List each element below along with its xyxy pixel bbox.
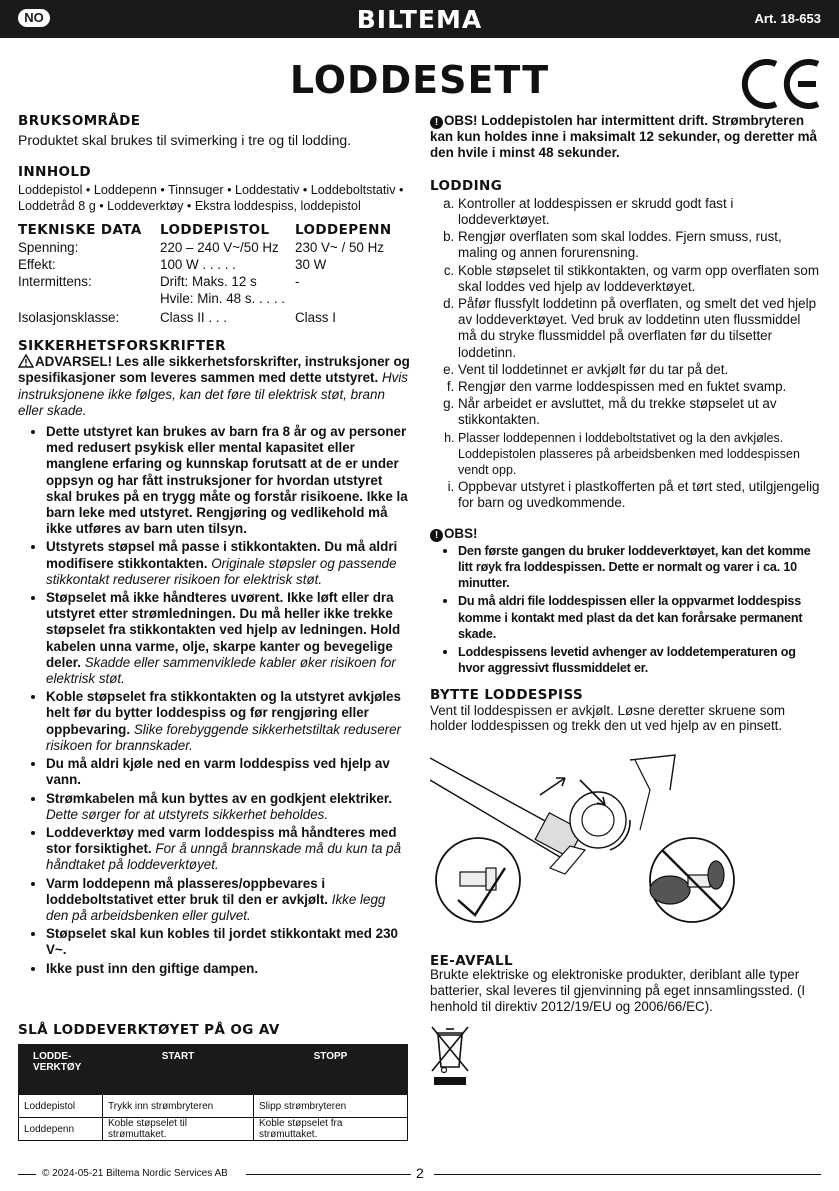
- list-item: e. Vent til loddetinnet er avkjølt før du tar på det.: [458, 362, 822, 378]
- safety-warning: [18, 354, 410, 419]
- onoff-table: [18, 1044, 408, 1141]
- table-row: [18, 290, 410, 307]
- obs-list: [430, 542, 822, 677]
- footer-divider: [434, 1174, 821, 1175]
- contents-text: Loddepistol • Loddepenn • Tinnsuger • Loddestativ • Loddeboltstativ • Loddetråd 8 g • Loddeverktøy • Ekstra loddespiss, loddepistol: [18, 182, 404, 213]
- soldering-heading: LODDING: [430, 177, 503, 194]
- list-item: • Du må aldri file loddespissen eller la oppvarmet loddespiss komme i kontakt med plast da det kan forårsake permanent skade.: [458, 592, 822, 642]
- table-row: [19, 1095, 408, 1118]
- list-item: [46, 960, 410, 977]
- list-item: b. Rengjør overflaten som skal loddes. Fjern smuss, rust, maling og annen forurensning.: [458, 229, 822, 261]
- crossed-out-bin-icon: [430, 1025, 470, 1087]
- list-item: i. Oppbevar utstyret i plastkofferten på et tørt sted, utilgjengelig for barn og uvedkommende.: [458, 479, 822, 511]
- table-row: [18, 239, 410, 256]
- safety-item-bold: Du må aldri kjøle ned en varm loddespiss ved hjelp av vann.: [46, 756, 390, 788]
- page-title: LODDESETT: [289, 58, 550, 102]
- safety-item-bold: Strømkabelen må kun byttes av en godkjent elektriker.: [46, 790, 393, 806]
- list-item: [46, 824, 410, 874]
- list-item: [46, 423, 410, 537]
- table-cell: Koble støpselet fra strømuttaket.: [254, 1118, 408, 1141]
- onoff-heading: SLÅ LODDEVERKTØYET PÅ OG AV: [18, 1022, 280, 1038]
- specs-header: TEKNISKE DATA: [18, 222, 142, 239]
- table-cell: Koble støpselet til strømuttaket.: [103, 1118, 254, 1141]
- weee-heading: EE-AVFALL: [430, 953, 513, 969]
- table-row: [18, 307, 410, 326]
- table-cell: Loddepistol: [19, 1095, 103, 1118]
- table-row: [18, 273, 410, 290]
- table-row: [19, 1118, 408, 1141]
- safety-item-bold: Varm loddepenn må plasseres/oppbevares i loddeboltstativet etter bruk til den er avkjølt.: [46, 875, 329, 907]
- spec-label: Spenning:: [18, 240, 79, 256]
- safety-item-bold: Ikke pust inn den giftige dampen.: [46, 960, 259, 976]
- article-number: Art. 18-653: [754, 11, 821, 26]
- specs-table: [18, 222, 410, 326]
- spec-value: 100 W . . . . .: [160, 257, 236, 273]
- warning-triangle-icon: [18, 354, 34, 368]
- safety-item-bold: Koble støpselet fra stikkontakten og la utstyret avkjøles helt før du bytter loddespiss og før rengjøring eller oppbevaring.: [46, 689, 401, 737]
- soldering-steps: [430, 196, 822, 512]
- ce-mark-icon: [740, 58, 824, 110]
- spec-label: [18, 290, 160, 307]
- left-column: [18, 113, 410, 978]
- safety-item-bold: Støpselet må ikke håndteres uvørent. Ikke løft eller dra utstyret etter strømledningen. Du må heller ikke trekke støpselet fra stikkontakten ved hjelp av ledningen. Hold kabelen unna varme, olje, skarpe kanter og bevegelige deler.: [46, 590, 401, 670]
- list-item: [46, 925, 410, 958]
- footer-divider: [18, 1174, 36, 1175]
- spec-value: 30 W: [295, 257, 327, 273]
- spec-value: 220 – 240 V~/50 Hz: [160, 240, 279, 256]
- onoff-header: LODDE- VERKTØY: [19, 1045, 103, 1095]
- list-item: [46, 875, 410, 925]
- list-item: [46, 790, 410, 823]
- safety-item-bold: Utstyrets støpsel må passe i stikkontakten. Du må aldri modifisere stikkontakten.: [46, 539, 398, 571]
- safety-item-italic: For å unngå brannskade må du kun ta på håndtaket på loddeverktøyet.: [46, 841, 402, 873]
- list-item: a. Kontroller at loddespissen er skrudd godt fast i loddeverktøyet.: [458, 196, 822, 228]
- list-item: h. Plasser loddepennen i loddeboltstativet og la den avkjøles. Loddepistolen plasseres på arbeidsbenken med loddespissen vendt opp.: [458, 430, 822, 479]
- tip-change-illustration-icon: [430, 750, 822, 940]
- safety-item-italic: Slike forebyggende sikkerhetstiltak reduserer risikoen for brannskader.: [46, 721, 402, 753]
- list-item: • Den første gangen du bruker loddeverktøyet, kan det komme litt røyk fra loddespissen. Dette er normalt og varer i ca. 10 minutter.: [458, 542, 822, 592]
- list-item: [46, 755, 410, 788]
- list-item: f. Rengjør den varme loddespissen med en fuktet svamp.: [458, 379, 822, 395]
- list-item: • Loddespissens levetid avhenger av loddetemperaturen og hvor aggressivt flussmiddelet er.: [458, 643, 822, 676]
- spec-label: Isolasjonsklasse:: [18, 310, 120, 326]
- tipchange-heading: BYTTE LODDESPISS: [430, 686, 584, 703]
- obs-notice: [430, 113, 822, 162]
- safety-list: [18, 423, 410, 977]
- copyright: © 2024-05-21 Biltema Nordic Services AB: [42, 1168, 228, 1179]
- obs-notice-text: OBS! Loddepistolen har intermittent drift. Strømbryteren kan kun holdes inne i maksimalt 12 sekunder, og deretter må den hvile i minst 48 sekunder.: [430, 113, 817, 161]
- safety-item-bold: Støpselet skal kun kobles til jordet stikkontakt med 230 V~.: [46, 926, 398, 958]
- page-number: 2: [416, 1165, 424, 1181]
- spec-value: [295, 290, 410, 307]
- usage-text: Produktet skal brukes til svimerking i tre og til lodding.: [18, 132, 352, 149]
- usage-heading: BRUKSOMRÅDE: [18, 113, 141, 129]
- list-item: g. Når arbeidet er avsluttet, må du trekke støpselet ut av stikkontakten.: [458, 396, 822, 428]
- spec-label: Intermittens:: [18, 274, 92, 290]
- table-cell: Trykk inn strømbryteren: [103, 1095, 254, 1118]
- safety-item-bold: Dette utstyret kan brukes av barn fra 8 år og av personer med redusert psykisk eller mental kapasitet eller manglene erfaring og kunnskap forutsatt at de er under oppsyn og har fått instruksjoner for hvordan utstyret skal brukes på en trygg måte og forstår risikoene. Ikke la barn leke med utstyret. Rengjøring og vedlikehold må ikke utføres av barn uten tilsyn.: [46, 424, 408, 537]
- list-item: [46, 538, 410, 588]
- info-icon: !: [430, 116, 443, 129]
- safety-item-italic: Originale støpsler og passende stikkontakt reduserer risikoen for elektrisk støt.: [46, 555, 397, 587]
- onoff-header: STOPP: [254, 1045, 408, 1095]
- header-bar: [0, 0, 839, 38]
- list-item: c. Koble støpselet til stikkontakten, og varm opp overflaten som skal loddes ved hjelp av loddeverktøyet.: [458, 263, 822, 295]
- tipchange-text: Vent til loddespissen er avkjølt. Løsne deretter skruene som holder loddespissen og trekk den ut ved hjelp av en pinsett.: [430, 702, 786, 733]
- language-badge: NO: [18, 9, 50, 27]
- safety-item-italic: Dette sørger for at utstyrets sikkerhet beholdes.: [46, 806, 329, 822]
- spec-value: 230 V~ / 50 Hz: [295, 240, 384, 256]
- warning-italic-text: Hvis instruksjonene ikke følges, kan det føre til elektrisk støt, brann eller skade.: [18, 370, 408, 418]
- brand-logo: BILTEMA: [356, 5, 483, 34]
- right-column: [430, 113, 822, 733]
- spec-value: Hvile: Min. 48 s. . . . .: [160, 291, 286, 307]
- spec-label: Effekt:: [18, 257, 56, 273]
- specs-header: LODDEPISTOL: [160, 222, 270, 239]
- spec-value: -: [295, 274, 300, 290]
- obs-label: OBS!: [444, 525, 478, 541]
- footer-divider: [246, 1174, 411, 1175]
- table-cell: Slipp strømbryteren: [254, 1095, 408, 1118]
- warning-bold-text: ADVARSEL! Les alle sikkerhetsforskrifter, instruksjoner og spesifikasjoner som leveres sammen med dette utstyret.: [18, 354, 410, 386]
- spec-value: Drift: Maks. 12 s: [160, 274, 257, 290]
- weee-text: Brukte elektriske og elektroniske produkter, deriblant alle typer batterier, skal leveres til gjenvinning på eget innsamlingssted. (I henhold til direktiv 2012/19/EU og 2006/66/EC).: [430, 967, 806, 1014]
- specs-header: LODDEPENN: [295, 222, 392, 239]
- list-item: [46, 688, 410, 754]
- list-item: d. Påfør flussfylt loddetinn på overflaten, og smelt det ved hjelp av loddeverktøyet. Ved bruk av loddetinn uten flussmiddel må du stryke flussmiddel på overflaten før du tilsetter loddetinn.: [458, 296, 822, 361]
- obs-heading: [430, 526, 822, 542]
- onoff-header: START: [103, 1045, 254, 1095]
- footer: [18, 1165, 821, 1185]
- list-item: [46, 589, 410, 687]
- contents-heading: INNHOLD: [18, 164, 92, 181]
- safety-item-italic: Skadde eller sammenviklede kabler øker risikoen for elektrisk støt.: [46, 654, 396, 687]
- table-row: [18, 256, 410, 273]
- safety-heading: SIKKERHETSFORSKRIFTER: [18, 338, 226, 355]
- safety-item-bold: Loddeverktøy med varm loddespiss må håndteres med stor forsiktighet.: [46, 824, 397, 857]
- spec-value: Class II . . .: [160, 310, 227, 326]
- table-cell: Loddepenn: [19, 1118, 103, 1141]
- safety-item-italic: Ikke legg den på arbeidsbenken eller gulvet.: [46, 891, 386, 923]
- spec-value: Class I: [295, 310, 336, 326]
- info-icon: !: [430, 529, 443, 542]
